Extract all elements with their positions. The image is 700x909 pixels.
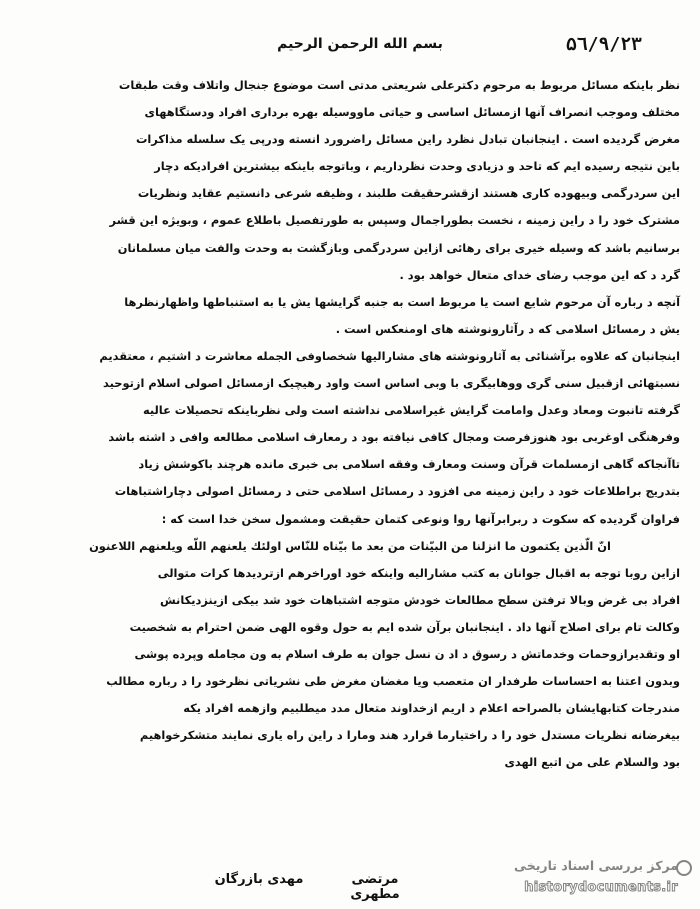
document-date: ۵٦/٩/٢٣ <box>566 34 642 55</box>
body-line: گرد د که این موجب رضای خدای متعال خواهد بود . <box>399 267 680 282</box>
body-line: مندرجات کتابهایشان بالصراحه اعلام د اریم ازخداوند متعال مدد میطلبیم وازهمه افراد یکه <box>183 701 680 716</box>
body-line: مغرض گردیده است . اینجانبان تبادل نظرد راین مسائل راضرورد انسته ودرپی یک سلسله مذاکرات <box>135 132 680 147</box>
body-line: افراد بی غرض وبالا ترفتن سطح مطالعات خودش متوجه اشتباهات خود شد بیکی ازینزدیکانش <box>159 592 680 607</box>
document-header: بسم الله الرحمن الرحيم <box>277 36 443 52</box>
body-line: نظر باینکه مسائل مربوط به مرحوم دکترعلی شریعتی مدتی است موضوع جنجال واتلاف وقت طبقات <box>118 78 680 92</box>
watermark-title: مرکز بررسی اسناد تاریخی <box>514 858 678 873</box>
signature-motahari: مرتضی مطهری <box>350 872 400 902</box>
body-line: وکالت تام برای اصلاح آنها داد . اینجانبان برآن شده ایم به حول وقوه الهی ضمن احترام به شخصیت <box>129 619 680 634</box>
body-line: او وتقدیرازوحمات وخدماتش د رسوق د اد ن نسل جوان به طرف اسلام به ون مجامله وپرده پوشی <box>134 646 680 661</box>
body-line: تاآنجاکه گاهی ازمسلمات قرآن وسنت ومعارف وفقه اسلامی بی خبری مانده هرچند باکوشش زیاد <box>138 457 680 472</box>
body-line: بتدریج براطلاعات خود د راین زمینه می افزود د رمسائل اسلامی حتی د رمسائل اصولی دچاراشتباهات <box>114 484 680 499</box>
watermark <box>452 852 692 904</box>
body-line: نسبتهائی ازقبیل سنی گری ووهابیگری با وبی اساس است واود رهیچیک ازمسائل اصولی اسلام ازتوحید <box>103 376 680 391</box>
document-body <box>20 72 680 776</box>
body-line: بیغرضانه نظریات مستدل خود را د راختیارما قرارد هند ومارا د راین راه یاری نمایند متشکرخواهیم <box>139 728 680 743</box>
body-line: آنچه د رباره آن مرحوم شایع است یا مربوط است به جنبه گرایشها یش یا به استنباطها واظهارنظرها <box>124 294 680 309</box>
body-line: مشترک خود را د راین زمینه ، نخست بطوراجمال وسپس به طورتفصیل باطلاع عموم ، وبویژه این قشر <box>109 213 680 228</box>
logo-circle-icon <box>676 860 692 876</box>
body-line: وفرهنگی اوغربی بود هنوزفرصت ومجال کافی نیافته بود د رمعارف اسلامی مطالعه وافی د اشته باشد <box>108 430 680 445</box>
body-line: مختلف وموجب انصراف آنها ازمسائل اساسی و حیاتی ماووسیله بهره برداری افراد ودستگاههای <box>144 105 680 120</box>
body-line: یش د رمسائل اسلامی که د رآثارونوشته های اومنعکس است . <box>335 321 680 336</box>
watermark-url: historydocuments.ir <box>524 880 678 895</box>
body-line: فراوان گردیده که سکوت د ربرابرآنها روا ونوعی کتمان حقیقت ومشمول سخن خدا است که : <box>161 511 680 526</box>
body-line: برسانیم باشد که وسیله خیری برای رهائی ازاین سردرگمی وبازگشت به وحدت والفت میان مسلمانان <box>117 240 680 255</box>
body-line: گرفته تانبوت ومعاد وعدل وامامت گرایش غیراسلامی نداشته است ولی نظرباینکه تحصیلات عالیه <box>142 403 680 418</box>
body-line: باین نتیجه رسیده ایم که تاحد و دزیادی وحدت نظرداریم ، وباتوجه باینکه بیشترین افرادیکه دچار <box>154 159 680 174</box>
body-line: این سردرگمی وبیهوده کاری هستند ازقشرحقیقت طلبند ، وظیفه شرعی دانستیم عقاید ونظریات <box>137 186 680 201</box>
body-line: وبدون اعتنا به احساسات طرفدار ان متعصب ویا مغضان مغرض طی نشریاتی نظرخود را د رباره مطالب <box>106 674 680 689</box>
body-line: اینجانبان که علاوه برآشنائی به آثارونوشته های مشارالیها شخصاوفی الجمله معاشرت د اشتیم ، معتقدیم <box>99 348 680 363</box>
signature-bazargan: مهدی بازرگان <box>214 872 304 887</box>
body-line: بود والسلام علی من اتبع الهدی <box>504 755 680 770</box>
quran-quote: انّ الّذین یکتمون ما انزلنا من البیّنات من بعد ما بیّناه للنّاس اولئك یلعنهم اللّه ویلعنهم اللاعنون <box>89 538 611 553</box>
body-line: ازاین روبا توجه به اقبال جوانان به کتب مشارالیه واینکه خود اوراخرهم ازتردیدها کرات متوالی <box>157 565 680 580</box>
